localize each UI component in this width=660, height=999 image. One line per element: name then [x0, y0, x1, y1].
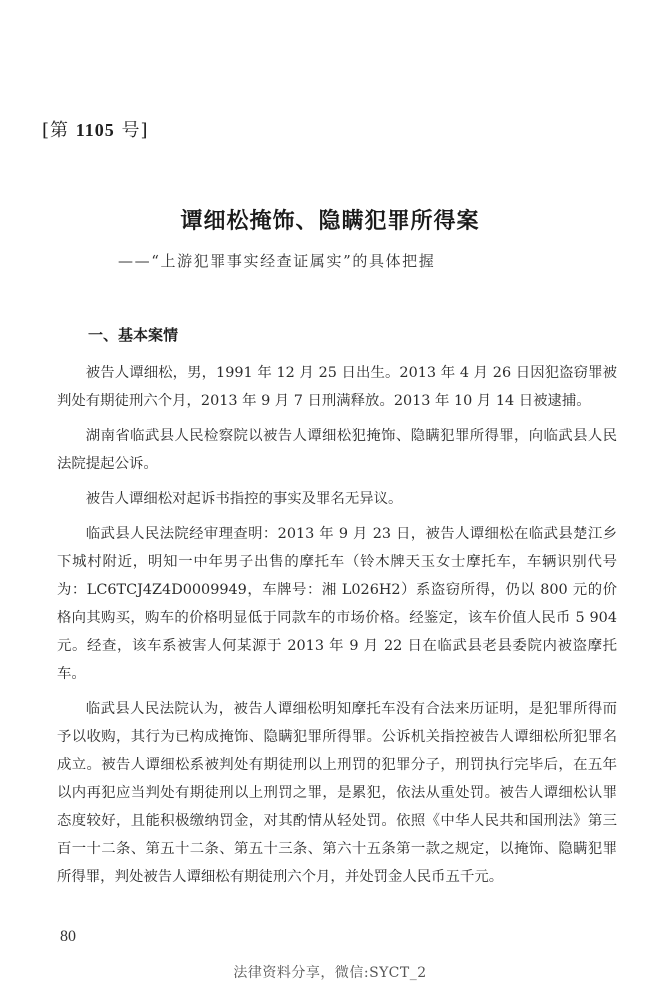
paragraph-prosecution: 湖南省临武县人民检察院以被告人谭细松犯掩饰、隐瞒犯罪所得罪，向临武县人民法院提起公诉。: [57, 428, 617, 472]
section-heading: 一、基本案情: [88, 326, 179, 344]
body-text: [57, 359, 617, 898]
case-number: [42, 116, 149, 142]
page-number: 80: [60, 928, 76, 945]
case-subtitle: ——“上游犯罪事实经查证属实”的具体把握: [118, 252, 436, 270]
case-title: 谭细松掩饰、隐瞒犯罪所得案: [180, 208, 480, 234]
case-number-value: 1105: [75, 120, 115, 140]
paragraph-court-opinion: 临武县人民法院认为，被告人谭细松明知摩托车没有合法来历证明，是犯罪所得而予以收购，其行为已构成掩饰、隐瞒犯罪所得罪。公诉机关指控被告人谭细松所犯罪名成立。被告人谭细松系被判处有期徒刑以上刑罚的犯罪分子，刑罚执行完毕后，在五年以内再犯应当判处有期徒刑以上刑罚之罪，是累犯，依法从重处罚。被告人谭细松认罪态度较好，且能积极缴纳罚金，对其酌情从轻处罚。依照《中华人民共和国刑法》第三百一十二条、第五十二条、第五十三条、第六十五条第一款之规定，以掩饰、隐瞒犯罪所得罪，判处被告人谭细松有期徒刑六个月，并处罚金人民币五千元。: [57, 701, 617, 885]
paragraph-defendant-info: 被告人谭细松，男，1991 年 12 月 25 日出生。2013 年 4 月 26 日因犯盗窃罪被判处有期徒刑六个月，2013 年 9 月 7 日刑满释放。2013 年 10 月 14 日被逮捕。: [57, 365, 617, 409]
case-number-close: 号]: [114, 120, 149, 141]
case-number-open: [第: [42, 120, 76, 141]
paragraph-facts-found: 临武县人民法院经审理查明：2013 年 9 月 23 日，被告人谭细松在临武县楚江乡下城村附近，明知一中年男子出售的摩托车（铃木牌天玉女士摩托车，车辆识别代号为：LC6TCJ4Z4D0009949，车牌号：湘 L026H2）系盗窃所得，仍以 800 元的价格向其购买，购车的价格明显低于同款车的市场价格。经鉴定，该车价值人民币 5 904 元。经查，该车系被害人何某源于 2013 年 9 月 22 日在临武县老县委院内被盗摩托车。: [57, 526, 617, 682]
watermark-text: 法律资料分享，微信:SYCT_2: [233, 965, 427, 981]
paragraph-no-objection: 被告人谭细松对起诉书指控的事实及罪名无异议。: [85, 491, 403, 507]
